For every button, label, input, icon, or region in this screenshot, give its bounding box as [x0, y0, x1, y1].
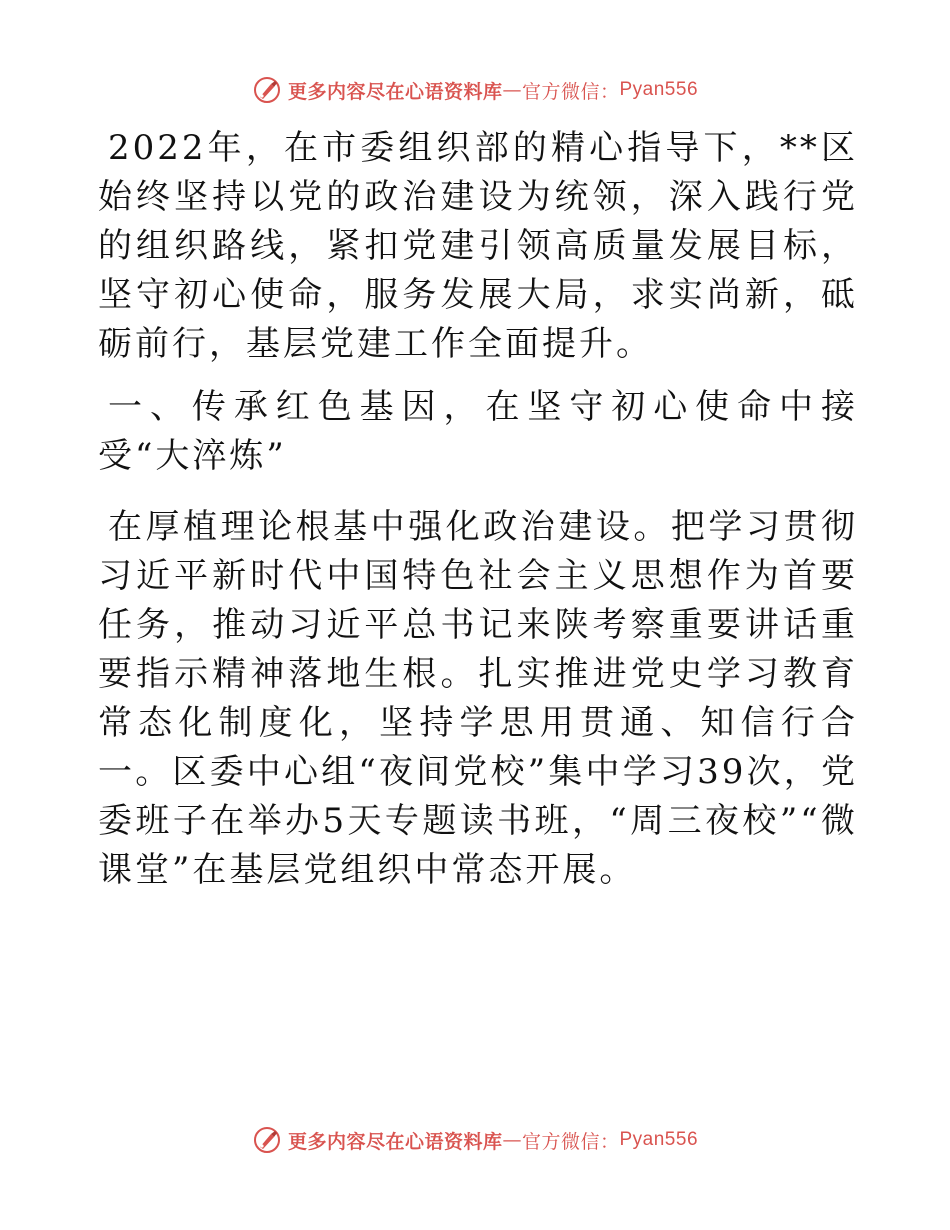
watermark-main-text: 更多内容尽在心语资料库 [287, 1130, 503, 1153]
pen-nib-logo-icon [252, 75, 282, 105]
watermark-dash: — [502, 79, 522, 101]
header-watermark [0, 70, 950, 110]
watermark-wechat-id: Pyan556 [619, 79, 699, 100]
section-heading: 一、传承红色基因，在坚守初心使命中接受“大淬炼” [98, 387, 858, 476]
intro-paragraph: 2022年，在市委组织部的精心指导下，**区始终坚持以党的政治建设为统领，深入践行党的组织路线，紧扣党建引领高质量发展目标，坚守初心使命，服务发展大局，求实尚新，砥砺前行，基层党建工作全面提升。 [98, 128, 858, 364]
body-paragraph: 在厚植理论根基中强化政治建设。把学习贯彻习近平新时代中国特色社会主义思想作为首要任务，推动习近平总书记来陕考察重要讲话重要指示精神落地生根。扎实推进党史学习教育常态化制度化，坚持学思用贯通、知信行合一。区委中心组“夜间党校”集中学习39次，党委班子在举办5天专题读书班，“周三夜校”“微课堂”在基层党组织中常态开展。 [98, 507, 858, 890]
watermark-sub-text: 官方微信： [521, 1130, 620, 1153]
watermark-sub-text: 官方微信： [521, 80, 620, 103]
document-body [98, 124, 858, 895]
watermark-wechat-id: Pyan556 [619, 1129, 699, 1150]
pen-nib-logo-icon [252, 1125, 282, 1155]
watermark-dash: — [502, 1129, 522, 1151]
watermark-main-text: 更多内容尽在心语资料库 [287, 80, 503, 103]
footer-watermark [0, 1120, 950, 1160]
